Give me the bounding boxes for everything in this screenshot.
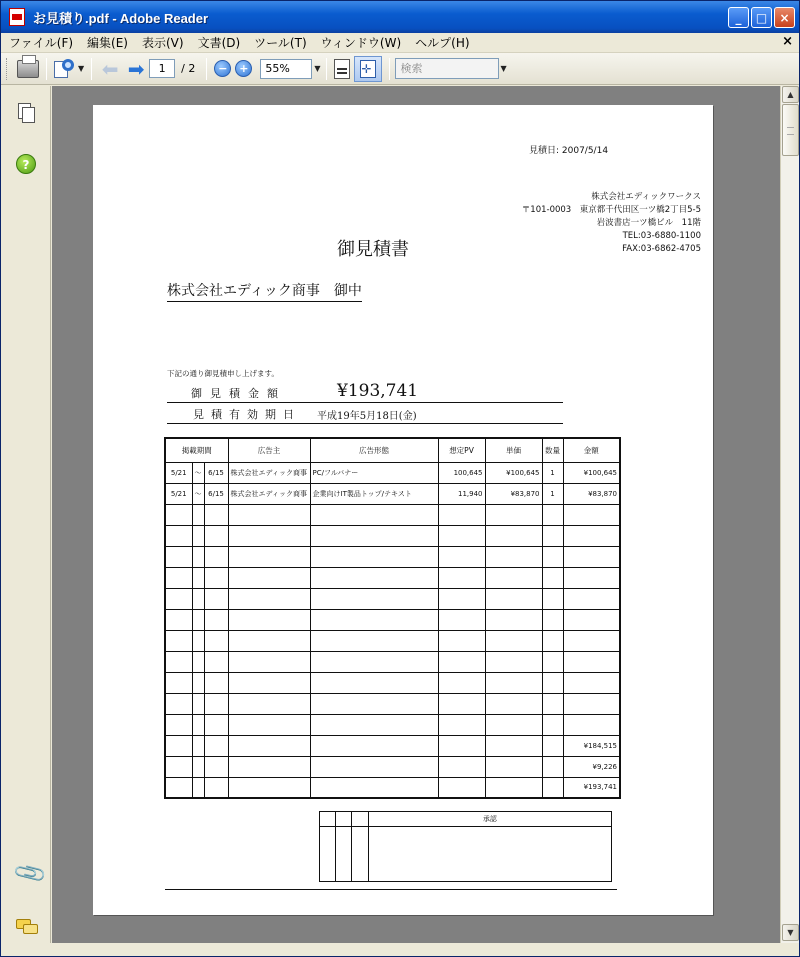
bottom-divider (165, 889, 617, 890)
cell-tilde: ～ (192, 462, 204, 483)
page-number-input[interactable]: 1 (149, 59, 175, 78)
toolbar (1, 53, 799, 85)
zoom-in-button[interactable] (235, 56, 252, 82)
company-block (522, 191, 701, 256)
toolbar-separator (326, 58, 327, 80)
close-document-button[interactable]: × (782, 34, 793, 49)
header-expected-pv: 想定PV (438, 438, 485, 462)
toolbar-grip[interactable] (6, 58, 9, 80)
header-quantity: 数量 (542, 438, 563, 462)
close-button[interactable]: × (774, 7, 795, 28)
table-row (165, 483, 620, 504)
minimize-button[interactable]: _ (728, 7, 749, 28)
table-row (165, 609, 620, 630)
approval-header: 承認 (368, 812, 611, 827)
next-page-button[interactable] (125, 56, 147, 81)
arrow-left-icon: ⬅ (101, 56, 119, 81)
approval-stamp-table (319, 811, 612, 882)
scroll-thumb[interactable] (782, 104, 799, 156)
toolbar-separator (46, 58, 47, 80)
scroll-up-button[interactable]: ▲ (782, 86, 799, 103)
cell-end: 6/15 (204, 462, 228, 483)
search-dropdown-icon[interactable]: ▼ (500, 64, 507, 73)
total-amount: ¥193,741 (337, 381, 419, 401)
validity-date: 平成19年5月18日(金) (317, 411, 417, 422)
search-input[interactable]: 検索 (395, 58, 499, 79)
header-period: 掲載期間 (165, 438, 228, 462)
menu-window[interactable]: ウィンドウ(W) (320, 35, 402, 50)
pages-icon[interactable] (16, 103, 36, 123)
subtotal-row (165, 735, 620, 756)
tax-amount: ¥9,226 (563, 756, 620, 777)
table-row (165, 567, 620, 588)
menu-edit[interactable]: 編集(E) (87, 35, 128, 50)
cell-quantity: 1 (542, 483, 563, 504)
vertical-scrollbar[interactable] (780, 86, 799, 943)
header-unit-price: 単価 (485, 438, 542, 462)
header-amount: 金額 (563, 438, 620, 462)
toolbar-separator (206, 58, 207, 80)
minus-icon: − (214, 60, 231, 77)
menu-view[interactable]: 表示(V) (141, 35, 184, 50)
divider (167, 402, 563, 403)
fit-page-icon (360, 60, 376, 78)
document-view[interactable] (52, 86, 780, 943)
cell-pv: 100,645 (438, 462, 485, 483)
table-row (165, 714, 620, 735)
cell-pv: 11,940 (438, 483, 485, 504)
fit-page-button[interactable] (354, 56, 382, 82)
table-row (165, 630, 620, 651)
client-name: 株式会社エディック商事 御中 (167, 280, 362, 302)
company-fax: FAX:03-6862-4705 (622, 244, 701, 254)
zoom-dropdown-icon[interactable]: ▼ (314, 64, 321, 73)
scroll-down-button[interactable]: ▼ (782, 924, 799, 941)
menu-help[interactable]: ヘルプ(H) (415, 35, 470, 50)
estimate-table (164, 437, 621, 799)
table-row (165, 462, 620, 483)
divider (167, 423, 563, 424)
dropdown-caret-icon: ▼ (78, 64, 85, 73)
cell-quantity: 1 (542, 462, 563, 483)
cell-start: 5/21 (165, 462, 192, 483)
menu-bar (1, 33, 799, 53)
estimate-date: 見積日: 2007/5/14 (529, 146, 609, 156)
previous-page-button[interactable] (99, 56, 121, 81)
find-button[interactable] (54, 56, 84, 82)
printer-icon (17, 60, 39, 78)
zoom-level-select[interactable]: 55% (260, 59, 312, 79)
pdf-page (93, 105, 713, 915)
header-ad-format: 広告形態 (310, 438, 438, 462)
intro-text: 下記の通り御見積申し上げます。 (167, 369, 279, 378)
pdf-app-icon (9, 8, 25, 26)
status-strip (1, 943, 799, 956)
cell-tilde: ～ (192, 483, 204, 504)
table-row (165, 546, 620, 567)
toolbar-separator (389, 58, 390, 80)
page-total-label: / 2 (181, 62, 196, 75)
subtotal-amount: ¥184,515 (563, 735, 620, 756)
plus-icon: + (235, 60, 252, 77)
attachment-icon[interactable]: 📎 (12, 855, 49, 893)
maximize-button[interactable]: □ (751, 7, 772, 28)
zoom-out-button[interactable] (214, 56, 231, 82)
print-button[interactable] (17, 56, 39, 82)
fit-width-icon (334, 59, 350, 79)
table-row (165, 672, 620, 693)
cell-amount: ¥83,870 (563, 483, 620, 504)
header-advertiser: 広告主 (228, 438, 310, 462)
company-building: 岩波書店一ツ橋ビル 11階 (596, 218, 701, 228)
menu-file[interactable]: ファイル(F) (9, 35, 74, 50)
table-header-row (165, 438, 620, 462)
cell-unit-price: ¥100,645 (485, 462, 542, 483)
search-document-icon (54, 59, 76, 79)
window-title: お見積り.pdf - Adobe Reader (33, 10, 209, 26)
grand-total-row (165, 777, 620, 798)
arrow-right-icon: ➡ (127, 56, 145, 81)
company-tel: TEL:03-6880-1100 (622, 231, 701, 241)
company-name: 株式会社エディックワークス (591, 192, 701, 202)
menu-tools[interactable]: ツール(T) (254, 35, 307, 50)
menu-document[interactable]: 文書(D) (197, 35, 241, 50)
cell-ad-format: PC/フルバナー (310, 462, 438, 483)
toolbar-separator (91, 58, 92, 80)
fit-width-button[interactable] (334, 56, 350, 82)
validity-label: 見積有効期日 (193, 408, 301, 421)
cell-start: 5/21 (165, 483, 192, 504)
table-row (165, 693, 620, 714)
cell-end: 6/15 (204, 483, 228, 504)
company-address: 〒101-0003 東京都千代田区一ツ橋2丁目5-5 (521, 205, 701, 215)
document-title: 御見積書 (337, 239, 409, 260)
grand-total-amount: ¥193,741 (563, 777, 620, 798)
table-row (165, 504, 620, 525)
cell-amount: ¥100,645 (563, 462, 620, 483)
tax-row (165, 756, 620, 777)
comments-icon[interactable] (16, 919, 38, 935)
cell-advertiser: 株式会社エディック商事 (228, 483, 310, 504)
total-label: 御見積金額 (191, 387, 286, 400)
table-row (165, 651, 620, 672)
cell-unit-price: ¥83,870 (485, 483, 542, 504)
title-bar (1, 1, 799, 33)
navigation-pane (1, 86, 51, 943)
table-row (165, 588, 620, 609)
cell-advertiser: 株式会社エディック商事 (228, 462, 310, 483)
table-row (165, 525, 620, 546)
help-icon[interactable]: ? (16, 154, 36, 174)
cell-ad-format: 企業向けIT製品トップ/テキスト (310, 483, 438, 504)
